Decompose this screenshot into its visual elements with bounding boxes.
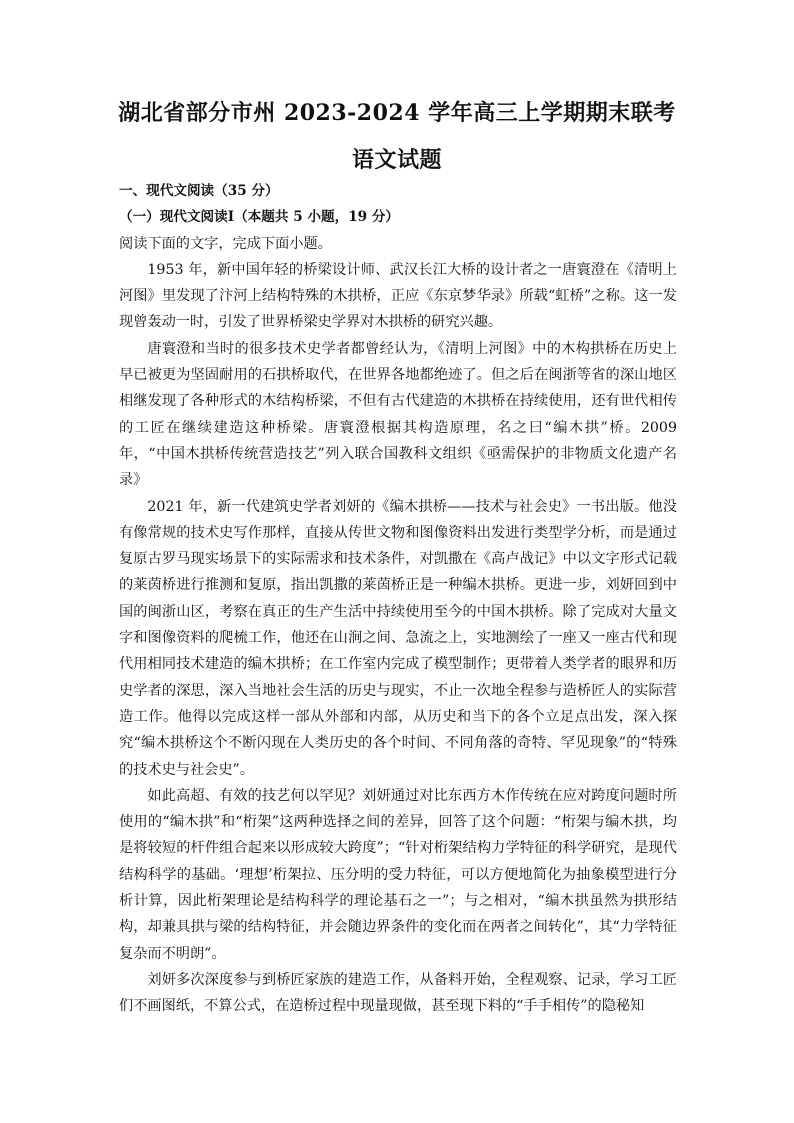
paragraph: 唐寰澄和当时的很多技术史学者都曾经认为，《清明上河图》中的木构拱桥在历史上早已被更为坚固耐用的石拱桥取代，在世界各地都绝迹了。但之后在闽浙等省的深山地区相继发现了各种形式的木结构桥梁，不但有古代建造的木拱桥在持续使用，还有世代相传的工匠在继续建造这种桥梁。唐寰澄根据其构造原理，名之曰“编木拱”桥。2009 年，“中国木拱桥传统营造技艺”列入联合国教科文组织《亟需保护的非物质文化遗产名录》 (119, 340, 677, 489)
instruction-text: 阅读下面的文字，完成下面小题。 (119, 235, 332, 252)
subsection-heading: （一）现代文阅读Ⅰ（本题共 5 小题，19 分） (119, 209, 400, 226)
paragraph: 1953 年，新中国年轻的桥梁设计师、武汉长江大桥的设计者之一唐寰澄在《清明上河图》里发现了汴河上结构特殊的木拱桥，正应《东京梦华录》所载“虹桥”之称。这一发现曾轰动一时，引发了世界桥梁史学界对木拱桥的研究兴趣。 (119, 261, 677, 331)
paragraph: 刘妍多次深度参与到桥匠家族的建造工作，从备料开始，全程观察、记录，学习工匠们不画图纸，不算公式，在造桥过程中现量现做，甚至现下料的“手手相传”的隐秘知 (119, 971, 677, 1015)
section-heading: 一、现代文阅读（35 分） (119, 183, 279, 199)
document-body (119, 178, 677, 1020)
document-title: 湖北省部分市州 2023-2024 学年高三上学期期末联考 (118, 100, 676, 126)
document-subtitle: 语文试题 (351, 147, 442, 173)
paragraph: 如此高超、有效的技艺何以罕见？刘妍通过对比东西方木作传统在应对跨度问题时所使用的“编木拱”和“桁架”这两种选择之间的差异，回答了这个问题：“桁架与编木拱，均是将较短的杆件组合起来以形成较大跨度”；“针对桁架结构力学特征的科学研究，是现代结构科学的基础。‘理想’桁架拉、压分明的受力特征，可以方便地简化为抽象模型进行分析计算，因此桁架理论是结构科学的理论基石之一”；与之相对，“编木拱虽然为拱形结构，却兼具拱与梁的结构特征，并会随边界条件的变化而在两者之间转化”，其“力学特征复杂而不明朗”。 (119, 787, 677, 962)
paragraph: 2021 年，新一代建筑史学者刘妍的《编木拱桥——技术与社会史》一书出版。他没有像常规的技术史写作那样，直接从传世文物和图像资料出发进行类型学分析，而是通过复原古罗马现实场景下的实际需求和技术条件，对凯撒在《高卢战记》中以文字形式记载的莱茵桥进行推测和复原，指出凯撒的莱茵桥正是一种编木拱桥。更进一步，刘妍回到中国的闽浙山区，考察在真正的生产生活中持续使用至今的中国木拱桥。除了完成对大量文字和图像资料的爬梳工作，他还在山涧之间、急流之上，实地测绘了一座又一座古代和现代用相同技术建造的编木拱桥；在工作室内完成了模型制作；更带着人类学者的眼界和历史学者的深思，深入当地社会生活的历史与现实，不止一次地全程参与造桥匠人的实际营造工作。他得以完成这样一部从外部和内部，从历史和当下的各个立足点出发，深入探究“编木拱桥这个不断闪现在人类历史的各个时间、不同角落的奇特、罕见现象”的“特殊的技术史与社会史”。 (119, 498, 677, 778)
